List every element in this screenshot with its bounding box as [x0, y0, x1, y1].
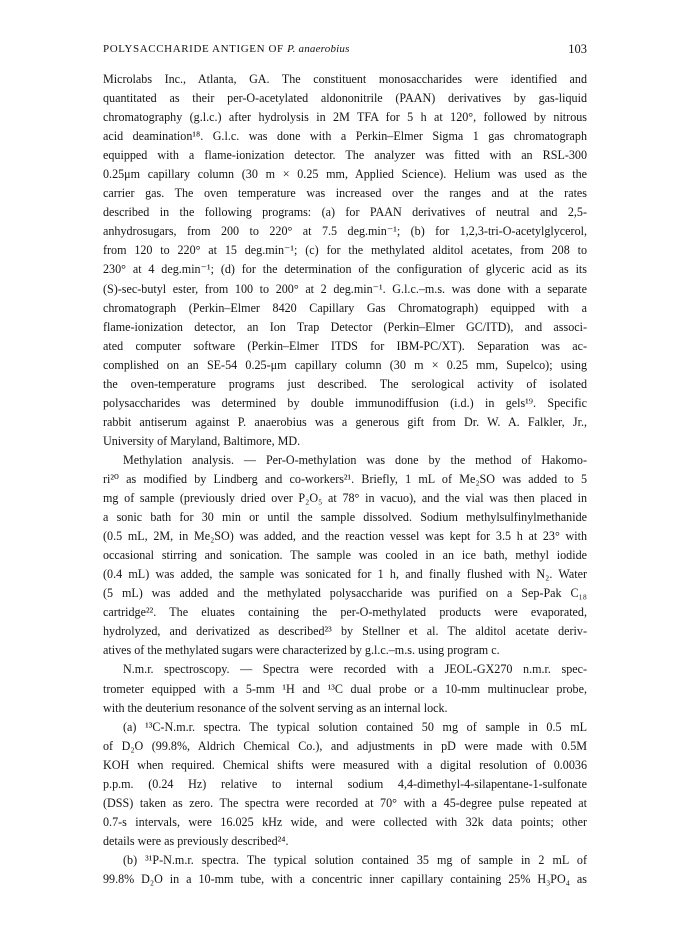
- text-line: flame-ionization detector, an Ion Trap Detector (Perkin–Elmer GC/ITD), and associ-: [103, 319, 587, 334]
- text-line: the oven-temperature programs just described. The serological activity of isolated: [103, 376, 587, 391]
- text-line: (a) ¹³C-N.m.r. spectra. The typical solution contained 50 mg of sample in 0.5 mL: [123, 719, 587, 734]
- running-title-prefix: POLYSACCHARIDE ANTIGEN OF: [103, 43, 288, 55]
- text-line: chromatography (g.l.c.) after hydrolysis in 2M TFA for 5 h at 120°, followed by nitrous: [103, 110, 587, 125]
- running-title: [103, 43, 350, 55]
- text-line: ated computer software (Perkin–Elmer ITDS for IBM-PC/XT). Separation was ac-: [103, 338, 587, 353]
- text-line: 0.7-s intervals, were 16.025 kHz wide, and were collected with 32k data points; other: [103, 814, 587, 829]
- text-line: Microlabs Inc., Atlanta, GA. The constituent monosaccharides were identified and: [103, 72, 587, 86]
- text-line: chromatograph (Perkin–Elmer 8420 Capillary Gas Chromatograph) equipped with a: [103, 300, 587, 315]
- text-line: 0.25μm capillary column (30 m × 0.25 mm, Applied Science). Helium was used as the: [103, 167, 587, 182]
- text-line: (0.5 mL, 2M, in Me₂SO) was added, and the reaction vessel was kept for 3.5 h at 23° with: [103, 529, 587, 544]
- text-line: p.p.m. (0.24 Hz) relative to internal sodium 4,4-dimethyl-4-silapentane-1-sulfonate: [103, 776, 587, 791]
- text-line: carrier gas. The oven temperature was increased over the ranges and at the rates: [103, 186, 587, 201]
- running-head: [103, 43, 587, 59]
- text-line: (DSS) taken as zero. The spectra were recorded at 70° with a 45-degree pulse repeated at: [103, 795, 587, 810]
- text-line: equipped with a flame-ionization detector. The analyzer was fitted with an RSL-300: [103, 148, 587, 163]
- text-line: 99.8% D₂O in a 10-mm tube, with a concentric inner capillary containing 25% H₃PO₄ as: [103, 871, 587, 886]
- text-line: described in the following programs: (a) for PAAN derivatives of neutral and 2,5-: [103, 205, 587, 220]
- text-line: acid deamination¹⁸. G.l.c. was done with a Perkin–Elmer Sigma 1 gas chromatograph: [103, 129, 587, 144]
- text-line: mg of sample (previously dried over P₂O₅ at 78° in vacuo), and the vial was then placed in: [103, 491, 587, 506]
- text-line: trometer equipped with a 5-mm ¹H and ¹³C dual probe or a 10-mm multinuclear probe,: [103, 681, 587, 696]
- text-line: occasional stirring and sonication. The sample was cooled in an ice bath, methyl iodide: [103, 548, 587, 563]
- text-line: quantitated as their per-O-acetylated aldononitrile (PAAN) derivatives by gas-liquid: [103, 91, 587, 106]
- text-line: polysaccharides was determined by double immunodiffusion (i.d.) in gels¹⁹. Specific: [103, 395, 587, 410]
- text-line: University of Maryland, Baltimore, MD.: [103, 433, 301, 448]
- text-line: details were as previously described²⁴.: [103, 833, 289, 848]
- text-line: anhydrosugars, from 200 to 220° at 7.5 deg.min⁻¹; (b) for 1,2,3-tri-O-acetylglycerol,: [103, 224, 587, 239]
- text-line: 230° at 4 deg.min⁻¹; (d) for the determination of the configuration of glyceric acid as its: [103, 262, 587, 277]
- body-text: [103, 70, 587, 889]
- text-line: rabbit antiserum against P. anaerobius was a generous gift from Dr. W. A. Falkler, Jr.,: [103, 414, 587, 429]
- text-line: of D₂O (99.8%, Aldrich Chemical Co.), and adjustments in pD were made with 0.5M: [103, 738, 587, 753]
- text-line: a sonic bath for 30 min or until the sample dissolved. Sodium methylsulfinylmethanide: [103, 510, 587, 525]
- running-title-species: P. anaerobius: [287, 43, 350, 55]
- text-line: (5 mL) was added and the methylated polysaccharide was purified on a Sep-Pak C₁₈: [103, 586, 587, 601]
- text-line: (0.4 mL) was added, the sample was sonicated for 1 h, and finally flushed with N₂. Water: [103, 567, 587, 582]
- text-line: cartridge²². The eluates containing the per-O-methylated products were evaporated,: [103, 605, 587, 620]
- page-number: 103: [568, 42, 587, 56]
- text-line: (S)-sec-butyl ester, from 100 to 200° at 2 deg.min⁻¹. G.l.c.–m.s. was done with a separate: [103, 281, 587, 296]
- text-line: hydrolyzed, and derivatized as described²³ by Stellner et al. The alditol acetate deriv-: [103, 624, 587, 639]
- text-line: atives of the methylated sugars were characterized by g.l.c.–m.s. using program c.: [103, 643, 500, 658]
- text-line: N.m.r. spectroscopy. — Spectra were recorded with a JEOL-GX270 n.m.r. spec-: [123, 662, 587, 677]
- text-line: ri²⁰ as modified by Lindberg and co-workers²¹. Briefly, 1 mL of Me₂SO was added to 5: [103, 471, 587, 486]
- text-line: (b) ³¹P-N.m.r. spectra. The typical solution contained 35 mg of sample in 2 mL of: [123, 852, 587, 867]
- text-line: complished on an SE-54 0.25-μm capillary column (30 m × 0.25 mm, Supelco); using: [103, 357, 587, 372]
- text-line: KOH when required. Chemical shifts were measured with a digital resolution of 0.0036: [103, 757, 587, 772]
- text-line: from 120 to 220° at 15 deg.min⁻¹; (c) for the methylated alditol acetates, from 208 to: [103, 243, 587, 258]
- text-line: Methylation analysis. — Per-O-methylation was done by the method of Hakomo-: [123, 452, 587, 467]
- text-line: with the deuterium resonance of the solvent serving as an internal lock.: [103, 700, 448, 715]
